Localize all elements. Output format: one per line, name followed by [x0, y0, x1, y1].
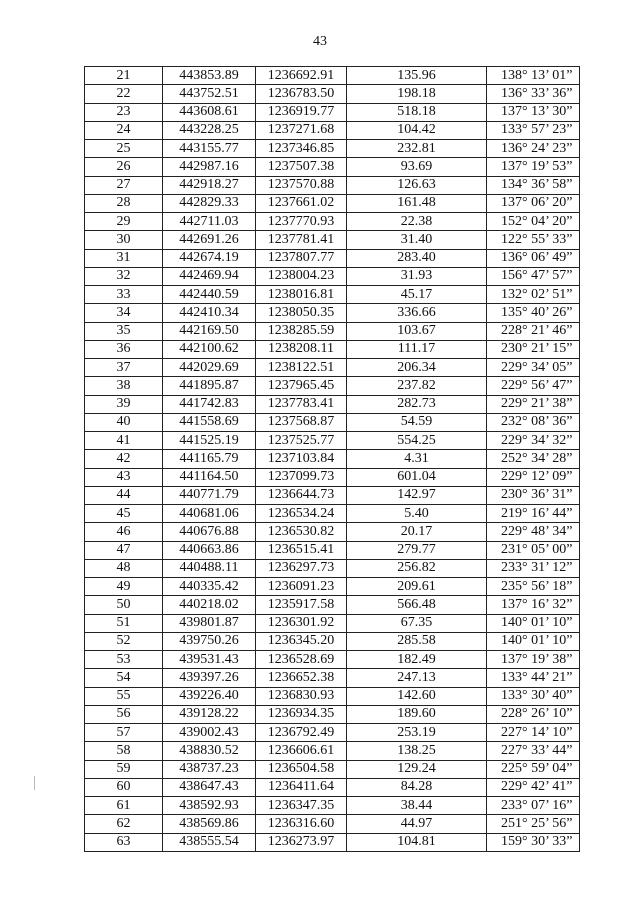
x-coordinate-cell: 442169.50 [163, 322, 256, 340]
point-number-cell: 50 [85, 596, 163, 614]
y-coordinate-cell: 1238208.11 [256, 340, 347, 358]
bearing-cell: 235° 56’ 18” [487, 578, 580, 596]
distance-cell: 279.77 [347, 541, 487, 559]
bearing-cell: 136° 33’ 36” [487, 85, 580, 103]
bearing-cell: 229° 56’ 47” [487, 377, 580, 395]
y-coordinate-cell: 1236783.50 [256, 85, 347, 103]
table-row [85, 432, 580, 450]
table-row [85, 468, 580, 486]
distance-cell: 237.82 [347, 377, 487, 395]
x-coordinate-cell: 440488.11 [163, 559, 256, 577]
y-coordinate-cell: 1238050.35 [256, 304, 347, 322]
y-coordinate-cell: 1236091.23 [256, 578, 347, 596]
table-row [85, 286, 580, 304]
y-coordinate-cell: 1236316.60 [256, 815, 347, 833]
distance-cell: 111.17 [347, 340, 487, 358]
distance-cell: 182.49 [347, 651, 487, 669]
table-row [85, 596, 580, 614]
bearing-cell: 138° 13’ 01” [487, 67, 580, 85]
table-row [85, 651, 580, 669]
point-number-cell: 49 [85, 578, 163, 596]
x-coordinate-cell: 443155.77 [163, 140, 256, 158]
distance-cell: 232.81 [347, 140, 487, 158]
x-coordinate-cell: 442987.16 [163, 158, 256, 176]
point-number-cell: 60 [85, 778, 163, 796]
point-number-cell: 62 [85, 815, 163, 833]
table-row [85, 359, 580, 377]
table-row [85, 797, 580, 815]
bearing-cell: 229° 34’ 32” [487, 432, 580, 450]
table-row [85, 486, 580, 504]
table-row [85, 322, 580, 340]
y-coordinate-cell: 1238285.59 [256, 322, 347, 340]
y-coordinate-cell: 1236273.97 [256, 833, 347, 851]
bearing-cell: 252° 34’ 28” [487, 450, 580, 468]
y-coordinate-cell: 1236606.61 [256, 742, 347, 760]
y-coordinate-cell: 1237525.77 [256, 432, 347, 450]
table-row [85, 760, 580, 778]
bearing-cell: 159° 30’ 33” [487, 833, 580, 851]
point-number-cell: 48 [85, 559, 163, 577]
table-row [85, 413, 580, 431]
distance-cell: 209.61 [347, 578, 487, 596]
table-row [85, 705, 580, 723]
bearing-cell: 134° 36’ 58” [487, 176, 580, 194]
x-coordinate-cell: 441165.79 [163, 450, 256, 468]
point-number-cell: 24 [85, 121, 163, 139]
point-number-cell: 56 [85, 705, 163, 723]
table-row [85, 687, 580, 705]
bearing-cell: 229° 34’ 05” [487, 359, 580, 377]
x-coordinate-cell: 441742.83 [163, 395, 256, 413]
y-coordinate-cell: 1236347.35 [256, 797, 347, 815]
x-coordinate-cell: 442711.03 [163, 213, 256, 231]
y-coordinate-cell: 1236345.20 [256, 632, 347, 650]
distance-cell: 138.25 [347, 742, 487, 760]
table-row [85, 213, 580, 231]
x-coordinate-cell: 439128.22 [163, 705, 256, 723]
bearing-cell: 227° 14’ 10” [487, 724, 580, 742]
point-number-cell: 42 [85, 450, 163, 468]
x-coordinate-cell: 438555.54 [163, 833, 256, 851]
y-coordinate-cell: 1237965.45 [256, 377, 347, 395]
table-row [85, 158, 580, 176]
distance-cell: 38.44 [347, 797, 487, 815]
bearing-cell: 229° 21’ 38” [487, 395, 580, 413]
bearing-cell: 229° 42’ 41” [487, 778, 580, 796]
coordinates-table-body [85, 67, 580, 852]
distance-cell: 44.97 [347, 815, 487, 833]
bearing-cell: 136° 24’ 23” [487, 140, 580, 158]
x-coordinate-cell: 440771.79 [163, 486, 256, 504]
y-coordinate-cell: 1237346.85 [256, 140, 347, 158]
page-number: 43 [313, 34, 327, 49]
table-row [85, 267, 580, 285]
distance-cell: 198.18 [347, 85, 487, 103]
bearing-cell: 137° 16’ 32” [487, 596, 580, 614]
distance-cell: 22.38 [347, 213, 487, 231]
point-number-cell: 31 [85, 249, 163, 267]
table-row [85, 140, 580, 158]
table-row [85, 724, 580, 742]
distance-cell: 161.48 [347, 194, 487, 212]
table-row [85, 559, 580, 577]
distance-cell: 31.93 [347, 267, 487, 285]
x-coordinate-cell: 440663.86 [163, 541, 256, 559]
distance-cell: 142.60 [347, 687, 487, 705]
distance-cell: 253.19 [347, 724, 487, 742]
point-number-cell: 36 [85, 340, 163, 358]
table-row [85, 340, 580, 358]
y-coordinate-cell: 1237507.38 [256, 158, 347, 176]
x-coordinate-cell: 438569.86 [163, 815, 256, 833]
y-coordinate-cell: 1236504.58 [256, 760, 347, 778]
table-row [85, 578, 580, 596]
bearing-cell: 152° 04’ 20” [487, 213, 580, 231]
x-coordinate-cell: 441558.69 [163, 413, 256, 431]
bearing-cell: 229° 48’ 34” [487, 523, 580, 541]
x-coordinate-cell: 442918.27 [163, 176, 256, 194]
table-row [85, 614, 580, 632]
distance-cell: 129.24 [347, 760, 487, 778]
bearing-cell: 228° 26’ 10” [487, 705, 580, 723]
x-coordinate-cell: 442100.62 [163, 340, 256, 358]
bearing-cell: 228° 21’ 46” [487, 322, 580, 340]
distance-cell: 247.13 [347, 669, 487, 687]
x-coordinate-cell: 438592.93 [163, 797, 256, 815]
x-coordinate-cell: 442829.33 [163, 194, 256, 212]
bearing-cell: 225° 59’ 04” [487, 760, 580, 778]
y-coordinate-cell: 1238122.51 [256, 359, 347, 377]
distance-cell: 104.42 [347, 121, 487, 139]
distance-cell: 93.69 [347, 158, 487, 176]
x-coordinate-cell: 440218.02 [163, 596, 256, 614]
bearing-cell: 230° 36’ 31” [487, 486, 580, 504]
y-coordinate-cell: 1236528.69 [256, 651, 347, 669]
y-coordinate-cell: 1236792.49 [256, 724, 347, 742]
point-number-cell: 32 [85, 267, 163, 285]
x-coordinate-cell: 439397.26 [163, 669, 256, 687]
distance-cell: 554.25 [347, 432, 487, 450]
x-coordinate-cell: 442029.69 [163, 359, 256, 377]
distance-cell: 566.48 [347, 596, 487, 614]
y-coordinate-cell: 1237570.88 [256, 176, 347, 194]
bearing-cell: 133° 57’ 23” [487, 121, 580, 139]
table-row [85, 450, 580, 468]
x-coordinate-cell: 438737.23 [163, 760, 256, 778]
bearing-cell: 137° 06’ 20” [487, 194, 580, 212]
y-coordinate-cell: 1236919.77 [256, 103, 347, 121]
table-row [85, 249, 580, 267]
bearing-cell: 230° 21’ 15” [487, 340, 580, 358]
y-coordinate-cell: 1236652.38 [256, 669, 347, 687]
bearing-cell: 227° 33’ 44” [487, 742, 580, 760]
x-coordinate-cell: 438830.52 [163, 742, 256, 760]
y-coordinate-cell: 1236411.64 [256, 778, 347, 796]
table-row [85, 632, 580, 650]
table-row [85, 377, 580, 395]
point-number-cell: 34 [85, 304, 163, 322]
distance-cell: 4.31 [347, 450, 487, 468]
x-coordinate-cell: 440676.88 [163, 523, 256, 541]
table-row [85, 231, 580, 249]
y-coordinate-cell: 1237781.41 [256, 231, 347, 249]
y-coordinate-cell: 1236644.73 [256, 486, 347, 504]
bearing-cell: 140° 01’ 10” [487, 614, 580, 632]
table-row [85, 103, 580, 121]
table-row [85, 304, 580, 322]
x-coordinate-cell: 441895.87 [163, 377, 256, 395]
table-row [85, 395, 580, 413]
coordinates-table [84, 66, 580, 852]
bearing-cell: 251° 25’ 56” [487, 815, 580, 833]
bearing-cell: 137° 13’ 30” [487, 103, 580, 121]
point-number-cell: 52 [85, 632, 163, 650]
x-coordinate-cell: 443608.61 [163, 103, 256, 121]
distance-cell: 336.66 [347, 304, 487, 322]
x-coordinate-cell: 443228.25 [163, 121, 256, 139]
distance-cell: 5.40 [347, 505, 487, 523]
table-row [85, 669, 580, 687]
table-row [85, 85, 580, 103]
distance-cell: 142.97 [347, 486, 487, 504]
y-coordinate-cell: 1237099.73 [256, 468, 347, 486]
x-coordinate-cell: 440681.06 [163, 505, 256, 523]
bearing-cell: 233° 07’ 16” [487, 797, 580, 815]
y-coordinate-cell: 1238016.81 [256, 286, 347, 304]
table-row [85, 194, 580, 212]
y-coordinate-cell: 1236301.92 [256, 614, 347, 632]
point-number-cell: 25 [85, 140, 163, 158]
distance-cell: 189.60 [347, 705, 487, 723]
distance-cell: 45.17 [347, 286, 487, 304]
point-number-cell: 54 [85, 669, 163, 687]
table-row [85, 833, 580, 851]
bearing-cell: 132° 02’ 51” [487, 286, 580, 304]
point-number-cell: 39 [85, 395, 163, 413]
x-coordinate-cell: 442469.94 [163, 267, 256, 285]
y-coordinate-cell: 1237661.02 [256, 194, 347, 212]
point-number-cell: 44 [85, 486, 163, 504]
distance-cell: 283.40 [347, 249, 487, 267]
point-number-cell: 51 [85, 614, 163, 632]
bearing-cell: 219° 16’ 44” [487, 505, 580, 523]
y-coordinate-cell: 1236934.35 [256, 705, 347, 723]
point-number-cell: 45 [85, 505, 163, 523]
x-coordinate-cell: 440335.42 [163, 578, 256, 596]
point-number-cell: 38 [85, 377, 163, 395]
table-row [85, 742, 580, 760]
x-coordinate-cell: 438647.43 [163, 778, 256, 796]
point-number-cell: 22 [85, 85, 163, 103]
distance-cell: 256.82 [347, 559, 487, 577]
y-coordinate-cell: 1237103.84 [256, 450, 347, 468]
distance-cell: 601.04 [347, 468, 487, 486]
bearing-cell: 156° 47’ 57” [487, 267, 580, 285]
bearing-cell: 133° 44’ 21” [487, 669, 580, 687]
point-number-cell: 59 [85, 760, 163, 778]
distance-cell: 20.17 [347, 523, 487, 541]
point-number-cell: 46 [85, 523, 163, 541]
distance-cell: 67.35 [347, 614, 487, 632]
table-row [85, 505, 580, 523]
bearing-cell: 137° 19’ 38” [487, 651, 580, 669]
distance-cell: 282.73 [347, 395, 487, 413]
y-coordinate-cell: 1236530.82 [256, 523, 347, 541]
point-number-cell: 57 [85, 724, 163, 742]
point-number-cell: 43 [85, 468, 163, 486]
x-coordinate-cell: 442410.34 [163, 304, 256, 322]
x-coordinate-cell: 443853.89 [163, 67, 256, 85]
table-row [85, 176, 580, 194]
bearing-cell: 133° 30’ 40” [487, 687, 580, 705]
y-coordinate-cell: 1237770.93 [256, 213, 347, 231]
bearing-cell: 140° 01’ 10” [487, 632, 580, 650]
y-coordinate-cell: 1237271.68 [256, 121, 347, 139]
x-coordinate-cell: 441525.19 [163, 432, 256, 450]
point-number-cell: 26 [85, 158, 163, 176]
x-coordinate-cell: 439226.40 [163, 687, 256, 705]
y-coordinate-cell: 1237783.41 [256, 395, 347, 413]
scan-artifact [34, 776, 35, 790]
distance-cell: 103.67 [347, 322, 487, 340]
bearing-cell: 136° 06’ 49” [487, 249, 580, 267]
table-row [85, 778, 580, 796]
distance-cell: 206.34 [347, 359, 487, 377]
y-coordinate-cell: 1237568.87 [256, 413, 347, 431]
distance-cell: 126.63 [347, 176, 487, 194]
x-coordinate-cell: 442674.19 [163, 249, 256, 267]
point-number-cell: 40 [85, 413, 163, 431]
bearing-cell: 229° 12’ 09” [487, 468, 580, 486]
distance-cell: 84.28 [347, 778, 487, 796]
point-number-cell: 23 [85, 103, 163, 121]
point-number-cell: 33 [85, 286, 163, 304]
x-coordinate-cell: 443752.51 [163, 85, 256, 103]
y-coordinate-cell: 1238004.23 [256, 267, 347, 285]
point-number-cell: 47 [85, 541, 163, 559]
point-number-cell: 35 [85, 322, 163, 340]
point-number-cell: 21 [85, 67, 163, 85]
point-number-cell: 41 [85, 432, 163, 450]
bearing-cell: 231° 05’ 00” [487, 541, 580, 559]
y-coordinate-cell: 1236515.41 [256, 541, 347, 559]
point-number-cell: 30 [85, 231, 163, 249]
point-number-cell: 55 [85, 687, 163, 705]
point-number-cell: 27 [85, 176, 163, 194]
bearing-cell: 232° 08’ 36” [487, 413, 580, 431]
distance-cell: 31.40 [347, 231, 487, 249]
point-number-cell: 63 [85, 833, 163, 851]
distance-cell: 285.58 [347, 632, 487, 650]
x-coordinate-cell: 441164.50 [163, 468, 256, 486]
x-coordinate-cell: 439750.26 [163, 632, 256, 650]
bearing-cell: 122° 55’ 33” [487, 231, 580, 249]
distance-cell: 104.81 [347, 833, 487, 851]
table-row [85, 815, 580, 833]
table-row [85, 67, 580, 85]
point-number-cell: 61 [85, 797, 163, 815]
y-coordinate-cell: 1237807.77 [256, 249, 347, 267]
point-number-cell: 37 [85, 359, 163, 377]
y-coordinate-cell: 1236534.24 [256, 505, 347, 523]
x-coordinate-cell: 439002.43 [163, 724, 256, 742]
point-number-cell: 29 [85, 213, 163, 231]
bearing-cell: 137° 19’ 53” [487, 158, 580, 176]
bearing-cell: 135° 40’ 26” [487, 304, 580, 322]
distance-cell: 518.18 [347, 103, 487, 121]
point-number-cell: 28 [85, 194, 163, 212]
x-coordinate-cell: 442440.59 [163, 286, 256, 304]
y-coordinate-cell: 1236297.73 [256, 559, 347, 577]
y-coordinate-cell: 1236692.91 [256, 67, 347, 85]
distance-cell: 135.96 [347, 67, 487, 85]
point-number-cell: 53 [85, 651, 163, 669]
point-number-cell: 58 [85, 742, 163, 760]
distance-cell: 54.59 [347, 413, 487, 431]
x-coordinate-cell: 442691.26 [163, 231, 256, 249]
y-coordinate-cell: 1236830.93 [256, 687, 347, 705]
table-row [85, 541, 580, 559]
x-coordinate-cell: 439531.43 [163, 651, 256, 669]
bearing-cell: 233° 31’ 12” [487, 559, 580, 577]
table-row [85, 121, 580, 139]
y-coordinate-cell: 1235917.58 [256, 596, 347, 614]
x-coordinate-cell: 439801.87 [163, 614, 256, 632]
table-row [85, 523, 580, 541]
